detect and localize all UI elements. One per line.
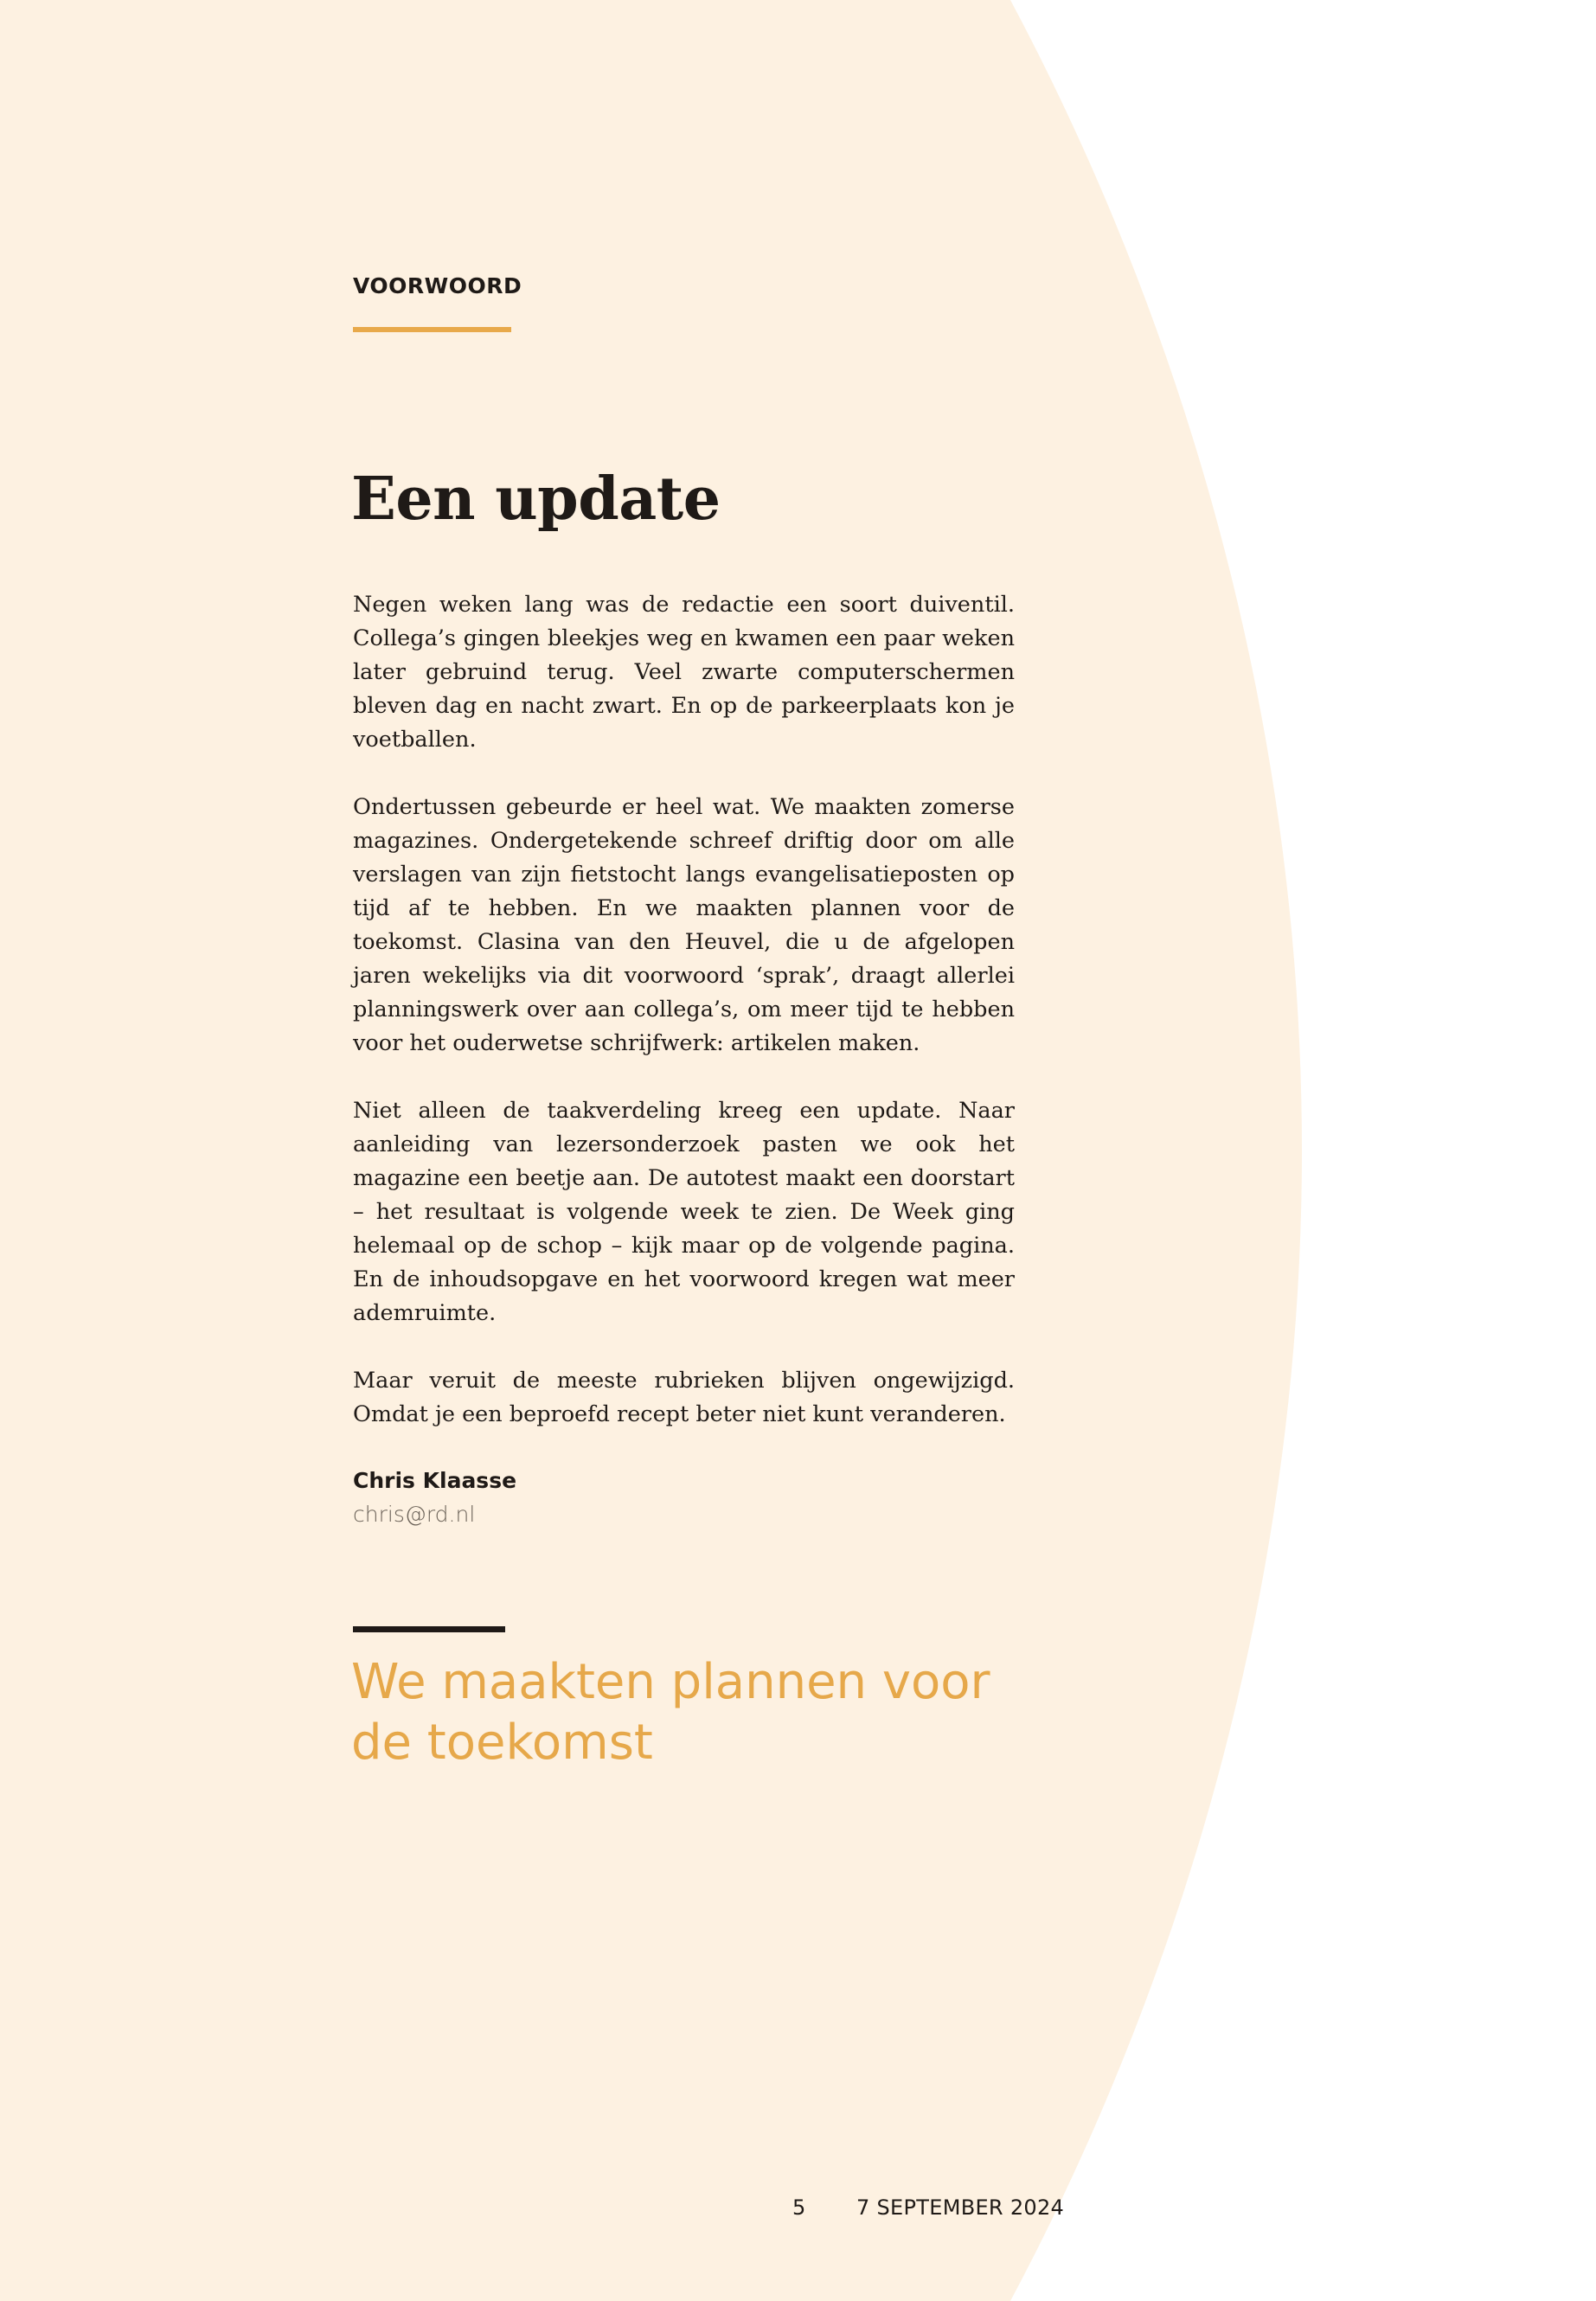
article-body (353, 588, 1015, 1531)
pull-quote-rule (353, 1626, 505, 1632)
issue-date: 7 SEPTEMBER 2024 (856, 2195, 1065, 2220)
page-title: Een update (351, 465, 721, 534)
author-name: Chris Klaasse (353, 1468, 517, 1493)
author-email: chris@rd.nl (353, 1502, 476, 1527)
paragraph: Ondertussen gebeurde er heel wat. We maakten zomerse magazines. Ondergetekende schreef driftig door om alle verslagen van zijn fietstocht langs evangelisatieposten op tijd af te hebben. En we maakten plannen voor de toekomst. Clasina van den Heuvel, die u de afgelopen jaren wekelijks via dit voorwoord ‘sprak’, draagt allerlei planningswerk over aan collega’s, om meer tijd te hebben voor het ouderwetse schrijfwerk: artikelen maken. (353, 794, 1015, 1056)
page-number: 5 (792, 2195, 806, 2220)
paragraph: Maar veruit de meeste rubrieken blijven ongewijzigd. Omdat je een beproefd recept beter niet kunt veranderen. (353, 1368, 1015, 1427)
paragraph: Negen weken lang was de redactie een soort duiventil. Collega’s gingen bleekjes weg en kwamen een paar weken later gebruind terug. Veel zwarte computerschermen bleven dag en nacht zwart. En op de parkeerplaats kon je voetballen. (353, 592, 1015, 753)
paragraph: Niet alleen de taakverdeling kreeg een update. Naar aanleiding van lezersonderzoek pasten we ook het magazine een beetje aan. De autotest maakt een doorstart – het resultaat is volgende week te zien. De Week ging helemaal op de schop – kijk maar op de volgende pagina. En de inhoudsopgave en het voorwoord kregen wat meer ademruimte. (353, 1098, 1015, 1326)
pull-quote: We maakten plannen voor de toekomst (351, 1654, 990, 1771)
section-label: VOORWOORD (353, 273, 522, 298)
section-label-underline (353, 327, 511, 332)
